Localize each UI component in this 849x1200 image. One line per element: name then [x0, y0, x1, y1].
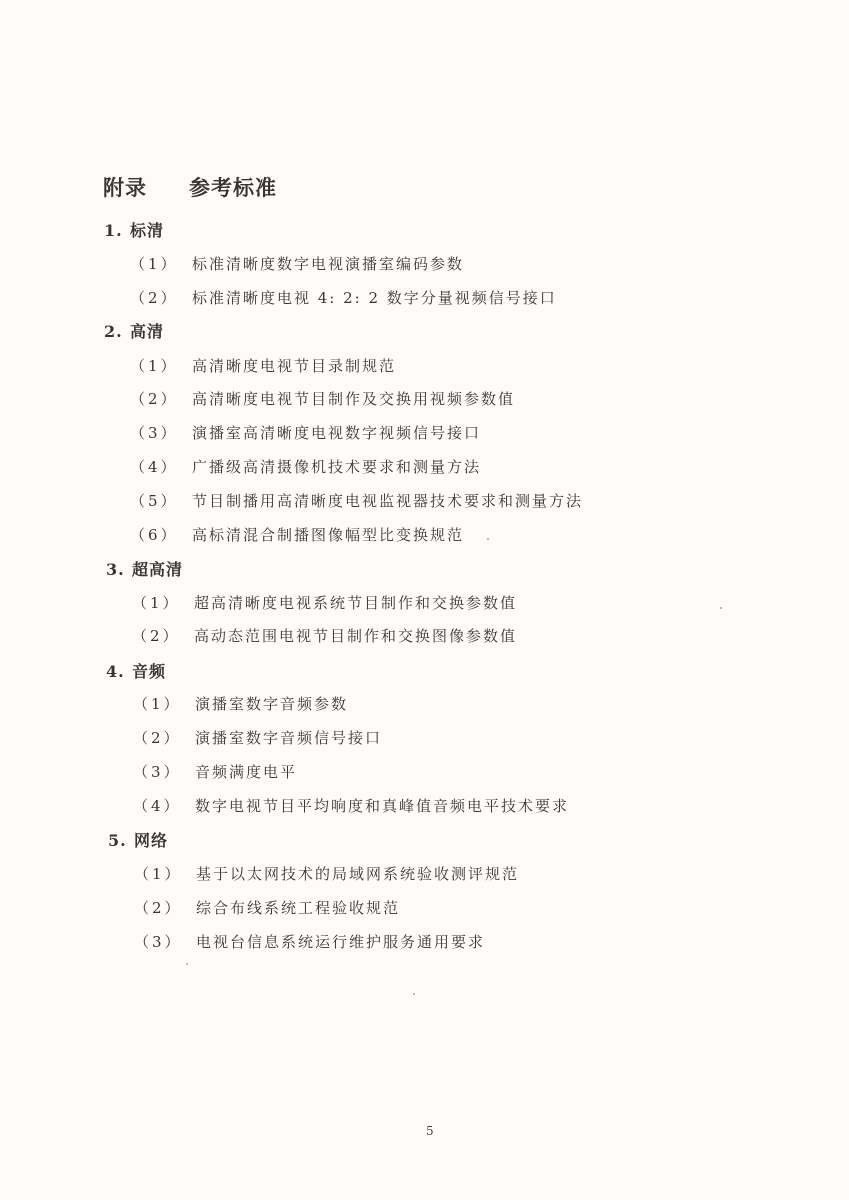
- section-heading: 2. 高清: [104, 322, 165, 341]
- list-item: （2） 高动态范围电视节目制作和交换图像参数值: [132, 627, 518, 645]
- list-item: （3） 电视台信息系统运行维护服务通用要求: [134, 933, 486, 951]
- scan-speck: [413, 993, 415, 995]
- list-item: （4） 数字电视节目平均响度和真峰值音频电平技术要求: [133, 797, 570, 815]
- scan-speck: [720, 607, 722, 609]
- appendix-title: 参考标准: [189, 175, 277, 200]
- section-heading: 5. 网络: [108, 831, 169, 850]
- list-item: （5） 节目制播用高清晰度电视监视器技术要求和测量方法: [130, 492, 584, 510]
- list-item: （1） 超高清晰度电视系统节目制作和交换参数值: [132, 594, 518, 612]
- list-item: （1） 基于以太网技术的局域网系统验收测评规范: [134, 865, 520, 883]
- list-item: （2） 标准清晰度电视 4: 2: 2 数字分量视频信号接口: [130, 289, 557, 307]
- page-title: [103, 172, 277, 202]
- section-heading: 1. 标清: [104, 221, 165, 240]
- scan-speck: [186, 963, 188, 965]
- list-item: （6） 高标清混合制播图像幅型比变换规范: [130, 526, 465, 544]
- list-item: （3） 演播室高清晰度电视数字视频信号接口: [130, 424, 482, 442]
- list-item: （1） 演播室数字音频参数: [133, 695, 349, 713]
- list-item: （2） 高清晰度电视节目制作及交换用视频参数值: [130, 390, 516, 408]
- list-item: （1） 标准清晰度数字电视演播室编码参数: [130, 255, 465, 273]
- list-item: （2） 综合布线系统工程验收规范: [134, 899, 401, 917]
- page-number: 5: [426, 1124, 434, 1138]
- list-item: （2） 演播室数字音频信号接口: [133, 729, 383, 747]
- list-item: （4） 广播级高清摄像机技术要求和测量方法: [130, 458, 482, 476]
- scan-speck: [487, 538, 489, 540]
- list-item: （1） 高清晰度电视节目录制规范: [130, 357, 397, 375]
- section-heading: 3. 超高清: [106, 560, 184, 579]
- list-item: （3） 音频满度电平: [133, 763, 298, 781]
- section-heading: 4. 音频: [106, 662, 167, 681]
- appendix-label: 附录: [103, 175, 147, 200]
